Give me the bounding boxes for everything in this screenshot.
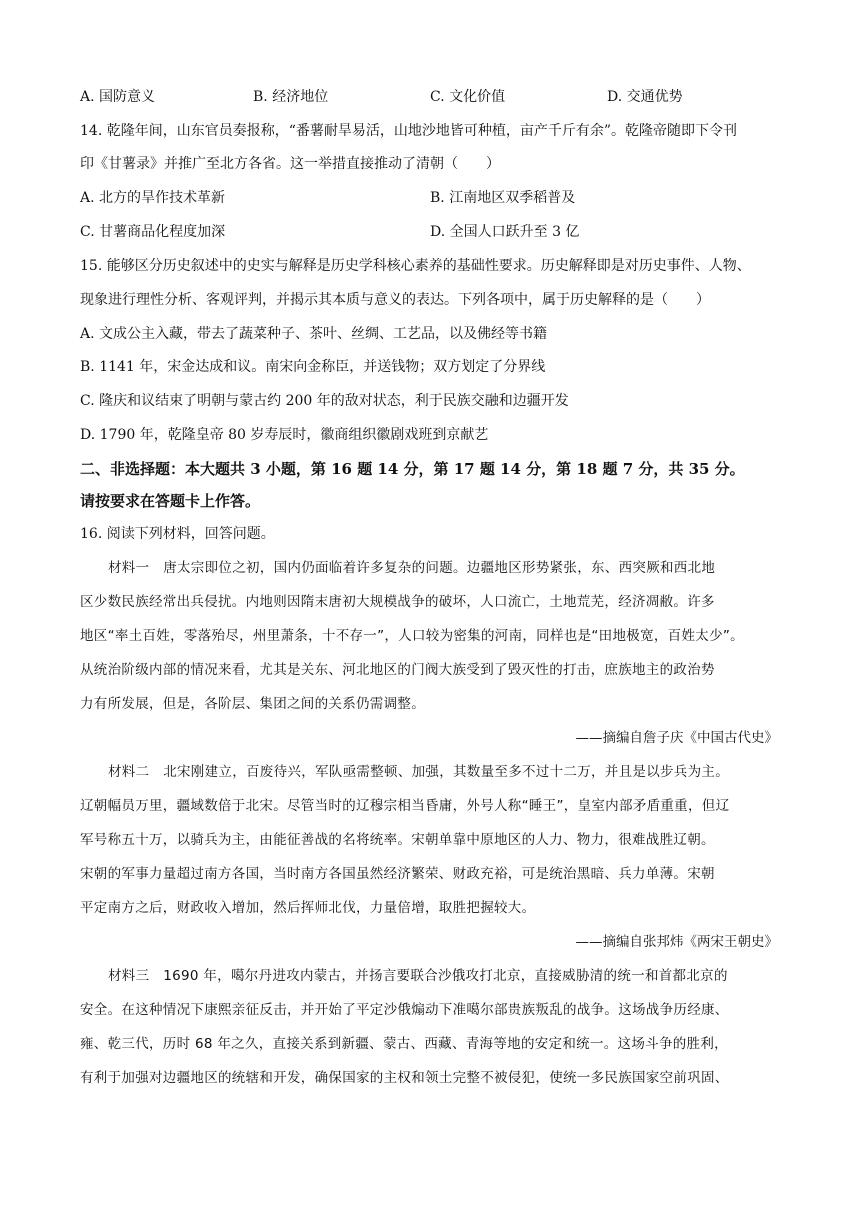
material-3-line: 安全。在这种情况下康熙亲征反击，并开始了平定沙俄煽动下准噶尔部贵族叛乱的战争。这场战争历经康、	[80, 1002, 729, 1018]
q15-option-b: B. 1141 年，宋金达成和议。南宋向金称臣，并送钱物；双方划定了分界线	[80, 359, 546, 375]
material-2-line: 军号称五十万，以骑兵为主，由能征善战的名将统率。宋朝单靠中原地区的人力、物力，很难战胜辽朝。	[80, 832, 715, 848]
q15-option-a: A. 文成公主入藏，带去了蔬菜种子、茶叶、丝绸、工艺品，以及佛经等书籍	[80, 326, 548, 342]
q15-option-c: C. 隆庆和议结束了明朝与蒙古约 200 年的敌对状态，利于民族交融和边疆开发	[80, 393, 569, 409]
q13-option-a: A. 国防意义	[80, 89, 156, 105]
material-3-line: 雍、乾三代，历时 68 年之久，直接关系到新疆、蒙古、西藏、青海等地的安定和统一。这场斗争的胜利，	[80, 1036, 728, 1052]
section-heading-line-1: 二、非选择题：本大题共 3 小题，第 16 题 14 分，第 17 题 14 分，第 18 题 7 分，共 35 分。	[80, 460, 745, 478]
q14-stem-line-2: 印《甘薯录》并推广至北方各省。这一举措直接推动了清朝（ ）	[80, 156, 500, 172]
section-heading-line-2: 请按要求在答题卡上作答。	[80, 492, 261, 510]
q13-option-c: C. 文化价值	[430, 89, 506, 105]
material-3-line: 材料三 1690 年，噶尔丹进攻内蒙古，并扬言要联合沙俄攻打北京，直接威胁清的统一和首都北京的	[108, 968, 728, 984]
material-1-line: 从统治阶级内部的情况来看，尤其是关东、河北地区的门阀大族受到了毁灭性的打击，庶族地主的政治势	[80, 662, 715, 678]
q16-intro: 16. 阅读下列材料，回答问题。	[80, 526, 275, 542]
material-1-source: ——摘编自詹子庆《中国古代史》	[575, 730, 778, 746]
material-1-line: 材料一 唐太宗即位之初，国内仍面临着许多复杂的问题。边疆地区形势紧张，东、西突厥和西北地	[108, 560, 716, 576]
material-1-line: 地区“率土百姓，零落殆尽，州里萧条，十不存一”，人口较为密集的河南，同样也是“田地极宽，百姓太少”。	[80, 628, 744, 644]
material-2-line: 平定南方之后，财政收入增加，然后挥师北伐，力量倍增，取胜把握较大。	[80, 900, 536, 916]
material-2-line: 材料二 北宋刚建立，百废待兴，军队亟需整顿、加强，其数量至多不过十二万，并且是以步兵为主。	[108, 764, 729, 780]
material-2-line: 辽朝幅员万里，疆域数倍于北宋。尽管当时的辽穆宗相当昏庸，外号人称“睡王”，皇室内部矛盾重重，但辽	[80, 798, 730, 814]
q14-option-b: B. 江南地区双季稻普及	[430, 190, 576, 206]
q14-option-c: C. 甘薯商品化程度加深	[80, 224, 226, 240]
material-1-line: 区少数民族经常出兵侵扰。内地则因隋末唐初大规模战争的破坏，人口流亡，土地荒芜，经济凋敝。许多	[80, 594, 715, 610]
material-2-source: ——摘编自张邦炜《两宋王朝史》	[575, 934, 778, 950]
q13-option-d: D. 交通优势	[607, 89, 683, 105]
q15-stem-line-1: 15. 能够区分历史叙述中的史实与解释是历史学科核心素养的基础性要求。历史解释即是对历史事件、人物、	[80, 258, 751, 274]
q14-option-a: A. 北方的旱作技术革新	[80, 190, 226, 206]
q14-stem-line-1: 14. 乾隆年间，山东官员奏报称，“番薯耐旱易活，山地沙地皆可种植，亩产千斤有余”。乾隆帝随即下令刊	[80, 123, 738, 139]
q14-option-d: D. 全国人口跃升至 3 亿	[430, 224, 580, 240]
q15-option-d: D. 1790 年，乾隆皇帝 80 岁寿辰时，徽商组织徽剧戏班到京献艺	[80, 427, 489, 443]
material-1-line: 力有所发展，但是，各阶层、集团之间的关系仍需调整。	[80, 696, 425, 712]
material-2-line: 宋朝的军事力量超过南方各国，当时南方各国虽然经济繁荣、财政充裕，可是统治黑暗、兵力单薄。宋朝	[80, 866, 715, 882]
material-3-line: 有利于加强对边疆地区的统辖和开发，确保国家的主权和领土完整不被侵犯，使统一多民族国家空前巩固、	[80, 1070, 729, 1086]
q13-option-b: B. 经济地位	[253, 89, 329, 105]
q15-stem-line-2: 现象进行理性分析、客观评判，并揭示其本质与意义的表达。下列各项中，属于历史解释的是（ ）	[80, 292, 710, 308]
